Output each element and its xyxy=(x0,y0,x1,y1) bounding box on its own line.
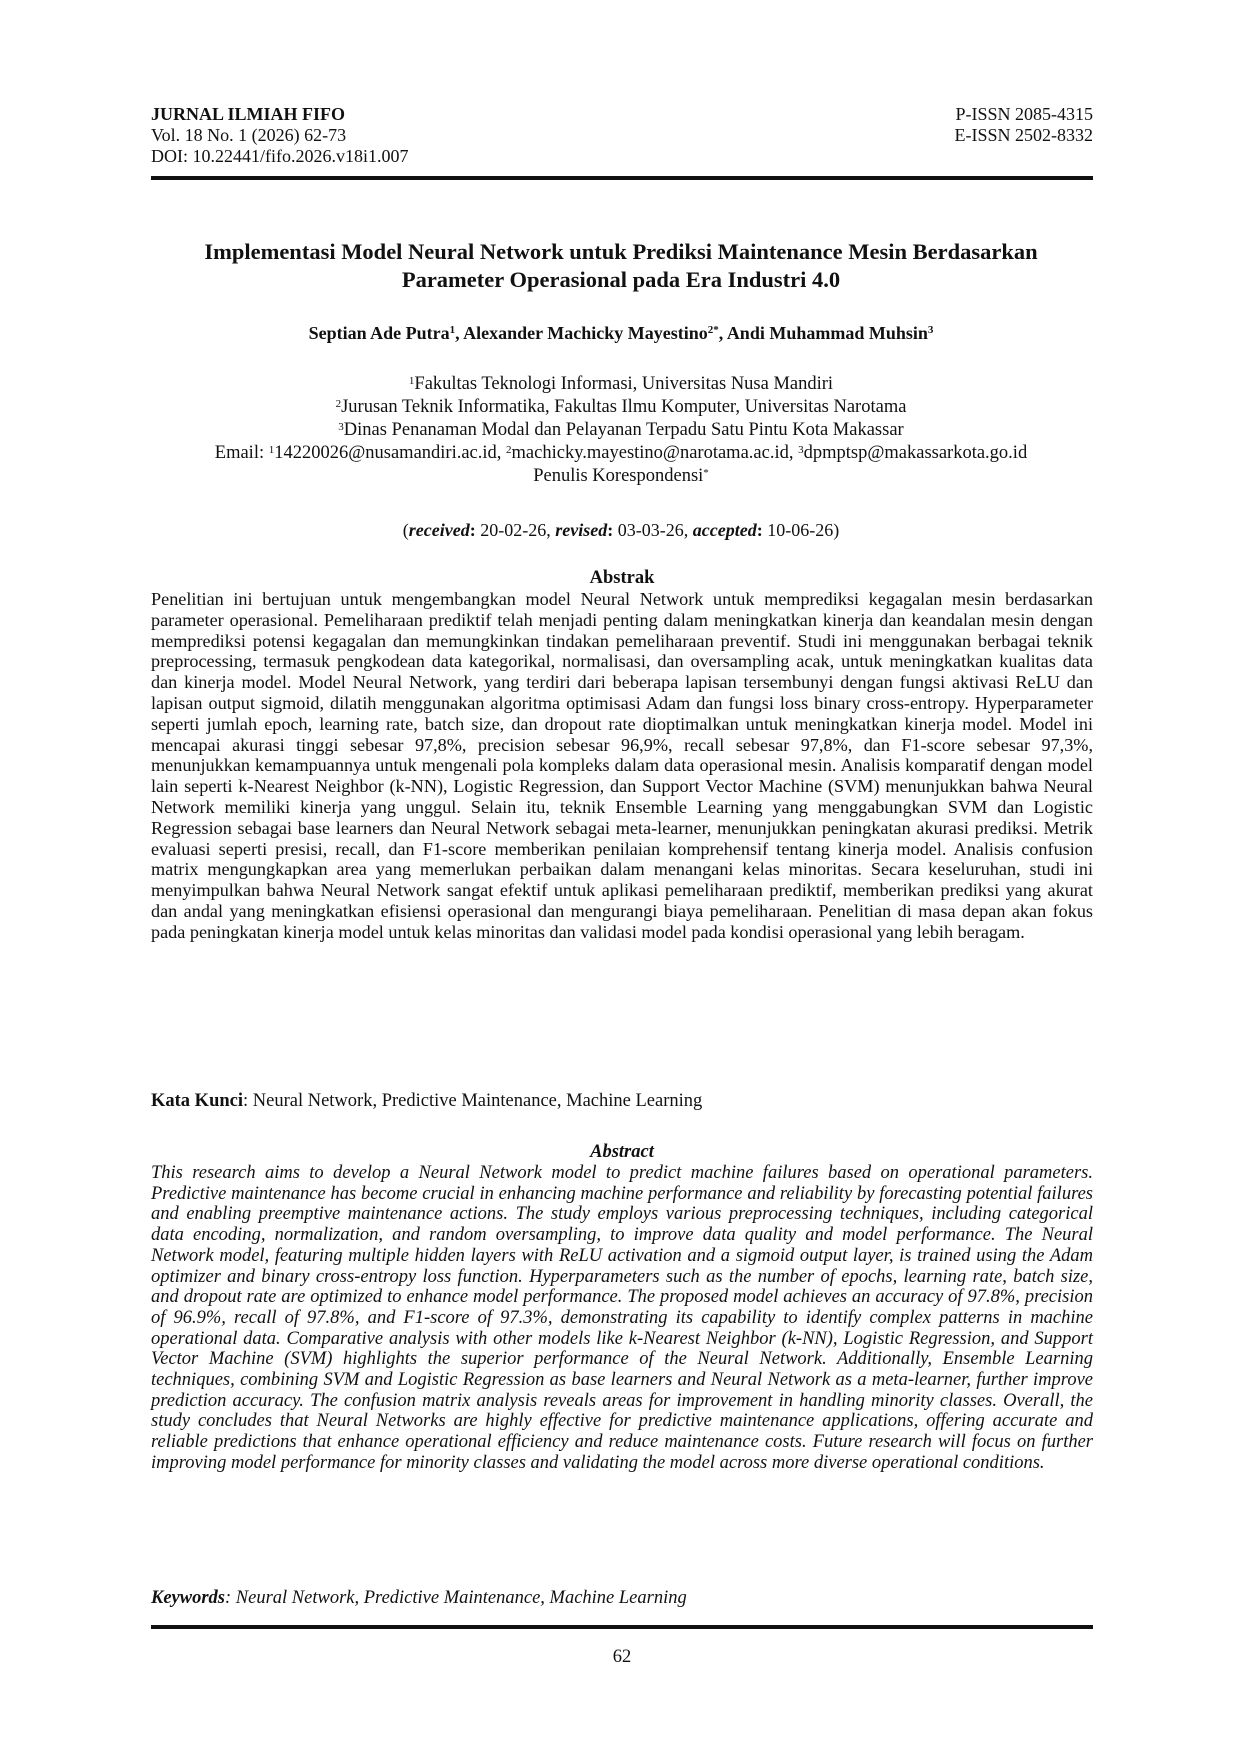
revised-date: 03-03-26 xyxy=(617,520,684,540)
affiliation-1-text: Fakultas Teknologi Informasi, Universitas Nusa Mandiri xyxy=(414,374,834,394)
author-1: Septian Ade Putra xyxy=(308,323,450,343)
email-1-sup: 1 xyxy=(268,444,275,456)
email-line xyxy=(120,442,1122,465)
journal-header xyxy=(151,104,1093,167)
kata-kunci-label: Kata Kunci xyxy=(151,1091,243,1111)
email-2-sup: 2 xyxy=(506,444,512,456)
email-label: Email: xyxy=(214,443,269,463)
keywords-text: Neural Network, Predictive Maintenance, Machine Learning xyxy=(235,1588,687,1608)
keywords: Keywords: Neural Network, Predictive Maintenance, Machine Learning xyxy=(151,1588,687,1608)
accepted-label: accepted xyxy=(692,520,757,540)
author-list: Septian Ade Putra$^1$, Alexander Machicky Mayestino$^{2*}$, Andi Muhammad Muhsin$^3$ xyxy=(308,323,934,343)
volume-info: Vol. 18 No. 1 (2026) 62-73 xyxy=(151,125,347,145)
abstrak-text: Penelitian ini bertujuan untuk mengembangkan model Neural Network untuk memprediksi kegagalan mesin berdasarkan parameter operasional. Pemeliharaan prediktif telah menjadi penting dalam meningkatkan kinerja dan keandalan mesin dengan memprediksi potensi kegagalan dan memungkinkan tindakan pemeliharaan preventif. Studi ini menggunakan berbagai teknik preprocessing, termasuk pengkodean data kategorikal, normalisasi, dan oversampling acak, untuk meningkatkan kualitas data dan kinerja model. Model Neural Network, yang terdiri dari beberapa lapisan tersembunyi dengan fungsi aktivasi ReLU dan lapisan output sigmoid, dilatih menggunakan algoritma optimisasi Adam dan fungsi loss binary cross-entropy. Hyperparameter seperti jumlah epoch, learning rate, batch size, dan dropout rate dioptimalkan untuk meningkatkan kinerja model. Model ini mencapai akurasi tinggi sebesar 97,8%, precision sebesar 96,9%, recall sebesar 97,8%, dan F1-score sebesar 97,3%, menunjukkan kemampuannya untuk mengenali pola kompleks dalam data operasional mesin. Analisis komparatif dengan model lain seperti k-Nearest Neighbor (k-NN), Logistic Regression, dan Support Vector Machine (SVM) menunjukkan bahwa Neural Network memiliki kinerja yang unggul. Selain itu, teknik Ensemble Learning yang menggabungkan SVM dan Logistic Regression sebagai base learners dan Neural Network sebagai meta-learner, menunjukkan peningkatan akurasi prediksi. Metrik evaluasi seperti presisi, recall, dan F1-score memberikan penilaian komprehensif tentang kinerja model. Analisis confusion matrix mengungkapkan area yang memerlukan perbaikan dalam menangani kelas minoritas. Secara keseluruhan, studi ini menyimpulkan bahwa Neural Network sangat efektif untuk aplikasi pemeliharaan prediktif, memberikan prediksi yang akurat dan andal yang meningkatkan efisiensi operasional dan mengurangi biaya pemeliharaan. Penelitian di masa depan akan fokus pada peningkatan kinerja model untuk kelas minoritas dan validasi model pada kondisi operasional yang lebih beragam. xyxy=(151,589,1093,942)
kata-kunci: Kata Kunci: Neural Network, Predictive Maintenance, Machine Learning xyxy=(151,1091,703,1111)
affiliation-3-sup: 3 xyxy=(338,421,344,433)
affiliation-2-text: Jurusan Teknik Informatika, Fakultas Ilmu Komputer, Universitas Narotama xyxy=(341,397,907,417)
affiliation-1-sup: 1 xyxy=(408,375,415,387)
affiliation-2 xyxy=(120,396,1122,419)
accepted-date: 10-06-26 xyxy=(767,520,834,540)
author-2-sup: 2* xyxy=(707,324,719,336)
email-3[interactable]: dpmptsp@makassarkota.go.id xyxy=(803,443,1028,463)
abstract-text: This research aims to develop a Neural Network model to predict machine failures based on operational parameters. Predictive maintenance has become crucial in enhancing machine performance and reliability by forecasting potential failures and enabling preemptive maintenance actions. The study employs various preprocessing techniques, including categorical data encoding, normalization, and random oversampling, to improve data quality and model performance. The Neural Network model, featuring multiple hidden layers with ReLU activation and a sigmoid output layer, is trained using the Adam optimizer and binary cross-entropy loss function. Hyperparameters such as the number of epochs, learning rate, batch size, and dropout rate are optimized to enhance model performance. The proposed model achieves an accuracy of 97.8%, precision of 96.9%, recall of 97.8%, and F1-score of 97.3%, demonstrating its capability to identify complex patterns in machine operational data. Comparative analysis with other models like k-Nearest Neighbor (k-NN), Logistic Regression, and Support Vector Machine (SVM) highlights the superior performance of the Neural Network. Additionally, Ensemble Learning techniques, combining SVM and Logistic Regression as base learners and Neural Network as a meta-learner, further improve prediction accuracy. The confusion matrix analysis reveals areas for improvement in handling minority classes. Overall, the study concludes that Neural Networks are highly effective for predictive maintenance applications, offering accurate and reliable predictions that enhance operational efficiency and reduce maintenance costs. Future research will focus on further improving model performance for minority classes and validating the model across more diverse operational conditions. xyxy=(151,1163,1093,1473)
received-label: received xyxy=(408,520,470,540)
author-2: Alexander Machicky Mayestino xyxy=(463,323,708,343)
author-3-sup: 3 xyxy=(927,324,934,336)
received-date: 20-02-26 xyxy=(480,520,547,540)
email-3-sup: 3 xyxy=(798,444,804,456)
email-1[interactable]: 14220026@nusamandiri.ac.id, xyxy=(274,443,507,463)
affiliation-3 xyxy=(120,419,1122,442)
affiliation-3-text: Dinas Penanaman Modal dan Pelayanan Terpadu Satu Pintu Kota Makassar xyxy=(343,420,904,440)
kata-kunci-text: Neural Network, Predictive Maintenance, Machine Learning xyxy=(252,1091,703,1111)
pissn: P-ISSN 2085-4315 xyxy=(955,104,1093,124)
eissn: E-ISSN 2502-8332 xyxy=(954,125,1093,145)
corresponding-sup: * xyxy=(703,467,709,479)
footer-divider xyxy=(151,1625,1093,1629)
page-number: 62 xyxy=(612,1647,632,1667)
doi[interactable]: DOI: 10.22441/fifo.2026.v18i1.007 xyxy=(151,146,409,166)
author-3: Andi Muhammad Muhsin xyxy=(726,323,928,343)
email-2[interactable]: machicky.mayestino@narotama.ac.id, xyxy=(511,443,799,463)
affiliation-2-sup: 2 xyxy=(335,398,342,410)
submission-dates: (received: 20-02-26, revised: 03-03-26, accepted: 10-06-26) xyxy=(402,520,840,540)
title-line-1: Implementasi Model Neural Network untuk Prediksi Maintenance Mesin Berdasarkan xyxy=(204,239,1038,264)
affiliation-1 xyxy=(120,373,1122,396)
journal-name: JURNAL ILMIAH FIFO xyxy=(151,104,346,124)
affiliations xyxy=(120,373,1122,488)
corresponding-label: Penulis Korespondensi xyxy=(533,466,704,486)
title-line-2: Parameter Operasional pada Era Industri 4.0 xyxy=(401,267,841,292)
abstract-heading: Abstract xyxy=(590,1142,654,1162)
revised-label: revised xyxy=(555,520,608,540)
keywords-label: Keywords xyxy=(151,1588,225,1608)
author-1-sup: 1 xyxy=(449,324,456,336)
corresponding-author-note xyxy=(120,465,1122,488)
abstrak-heading: Abstrak xyxy=(589,568,655,588)
paper-title xyxy=(120,238,1122,294)
header-divider xyxy=(151,176,1093,180)
